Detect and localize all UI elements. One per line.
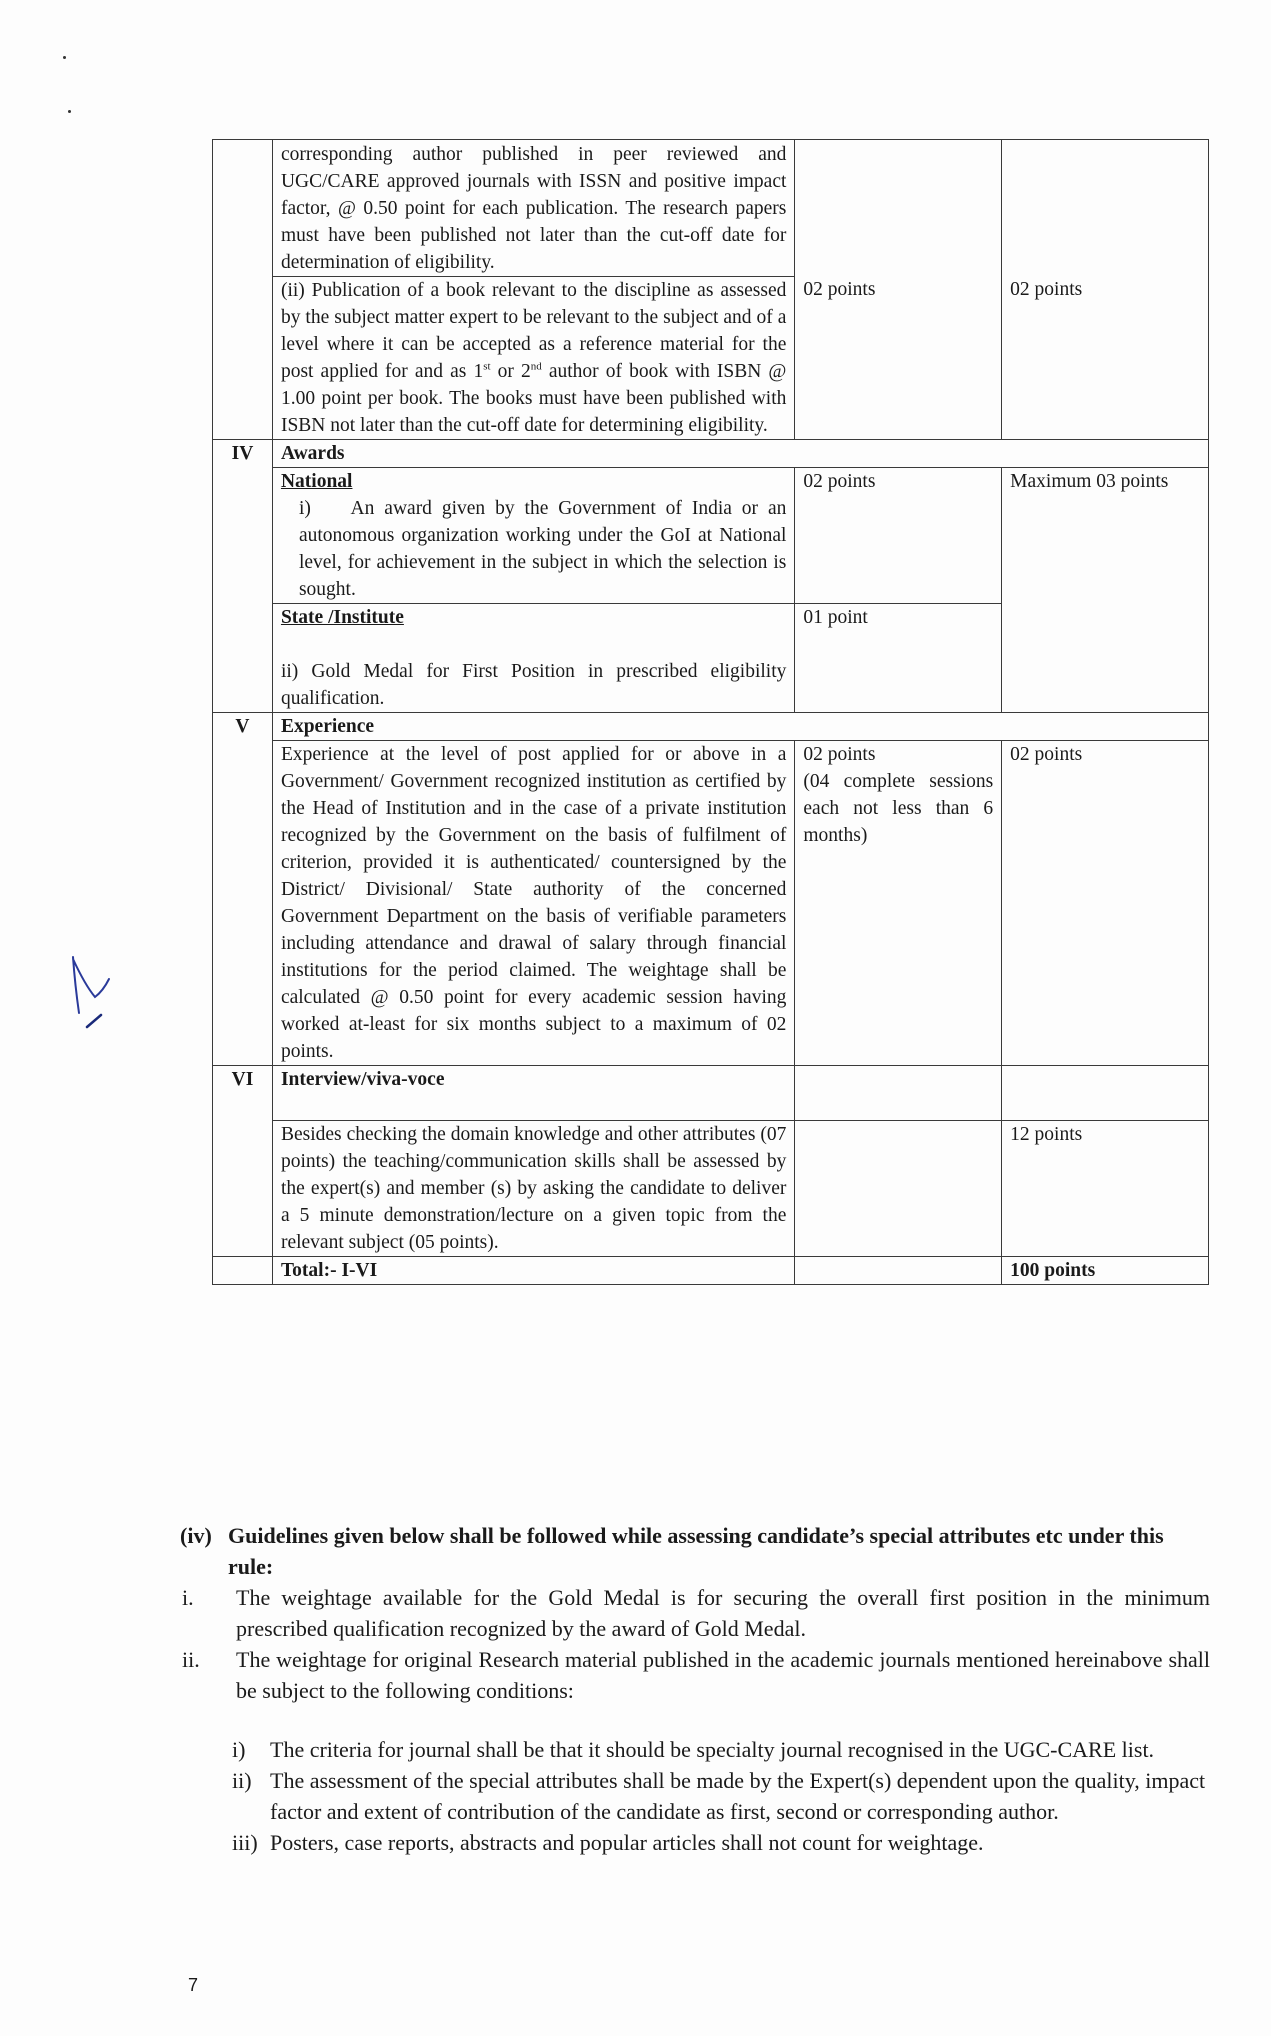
state-award-text: ii) Gold Medal for First Position in prescribed eligibility qualification. [280, 661, 787, 709]
state-institute-label: State /Institute [280, 607, 404, 628]
table-row-interview [213, 1121, 1209, 1257]
table-row-total [213, 1257, 1209, 1285]
section-heading-interview: Interview/viva-voce [272, 1066, 794, 1121]
total-label: Total:- I-VI [272, 1257, 794, 1285]
max-points-cell: 12 points [1002, 1121, 1209, 1257]
state-award-cell [272, 604, 794, 713]
sno-cell: V [213, 713, 273, 1066]
condition-number: ii) [232, 1768, 252, 1793]
sno-cell: IV [213, 440, 273, 713]
publication-research-papers-text: corresponding author published in peer reviewed and UGC/CARE approved journals with ISSN and positive impact factor, @ 0.50 point for each publication. The research papers must have been published not later than the cut-off date for determination of eligibility. [272, 140, 794, 277]
experience-points-note: (04 complete sessions each not less than 6 months) [803, 771, 994, 846]
interview-text: Besides checking the domain knowledge and other attributes (07 points) the teaching/communication skills shall be assessed by the expert(s) and member (s) by asking the candidate to deliver a 5 minute demonstration/lecture on a given topic from the relevant subject (05 points). [272, 1121, 794, 1257]
handwritten-initial-mark [65, 955, 125, 1035]
points-cell: 02 points [795, 140, 1002, 440]
max-points-cell: Maximum 03 points [1002, 468, 1209, 713]
condition-item [232, 1734, 1210, 1765]
guideline-item-number: ii. [182, 1647, 200, 1672]
points-cell [795, 1257, 1002, 1285]
section-heading-experience: Experience [272, 713, 1208, 741]
max-points-cell: 02 points [1002, 741, 1209, 1066]
experience-text: Experience at the level of post applied for or above in a Government/ Government recognized institution as certified by the Head of Institution and in the case of a private institution recognized by the Government on the basis of fulfilment of criterion, provided it is authenticated/ countersigned by the District/ Divisional/ State authority of the concerned Government Department on the basis of verifiable parameters including attendance and drawal of salary through financial institutions for the period claimed. The weightage shall be calculated @ 0.50 point for every academic session having worked at-least for six months subject to a maximum of 02 points. [272, 741, 794, 1066]
condition-text: Posters, case reports, abstracts and popular articles shall not count for weightage. [270, 1830, 984, 1855]
experience-points: 02 points [803, 744, 876, 765]
national-award-cell [272, 468, 794, 604]
points-cell: 01 point [795, 604, 1002, 713]
condition-item [232, 1765, 1210, 1827]
points-cell: 02 points [795, 468, 1002, 604]
condition-number: iii) [232, 1830, 258, 1855]
condition-number: i) [232, 1737, 246, 1762]
scan-speck [68, 110, 71, 113]
guideline-item-text: The weightage available for the Gold Medal is for securing the overall first position in the minimum prescribed qualification recognized by the award of Gold Medal. [236, 1585, 1210, 1641]
evaluation-criteria-table [212, 139, 1209, 1285]
points-cell [795, 1121, 1002, 1257]
points-cell [795, 741, 1002, 1066]
total-max-points: 100 points [1002, 1257, 1209, 1285]
condition-text: The assessment of the special attributes shall be made by the Expert(s) dependent upon the quality, impact factor and extent of contribution of the candidate as first, second or corresponding author. [270, 1768, 1206, 1824]
scan-speck [63, 56, 66, 59]
conditions-list [232, 1734, 1210, 1858]
sno-cell [213, 140, 273, 440]
table-row-awards-national [213, 468, 1209, 604]
section-heading-awards: Awards [272, 440, 1208, 468]
max-points-cell [1002, 1066, 1209, 1121]
table-row-experience-heading [213, 713, 1209, 741]
publication-book-text: (ii) Publication of a book relevant to the discipline as assessed by the subject matter expert to be relevant to the subject and of a level where it can be accepted as a reference material for the post applied for and as 1st or 2nd author of book with ISBN @ 1.00 point per book. The books must have been published with ISBN not later than the cut-off date for determining eligibility. [272, 277, 794, 440]
guidelines-number: (iv) [180, 1523, 212, 1548]
sno-cell [213, 1257, 273, 1285]
national-award-text: i) An award given by the Government of India or an autonomous organization working under the GoI at National level, for achievement in the subject in which the selection is sought. [298, 498, 787, 600]
guideline-item [180, 1582, 1210, 1644]
table-row-publications [213, 140, 1209, 277]
guideline-item [180, 1644, 1210, 1706]
guidelines-heading-text: Guidelines given below shall be followed while assessing candidate’s special attributes etc under this rule: [228, 1523, 1164, 1579]
condition-item [232, 1827, 1210, 1858]
guidelines-heading [180, 1520, 1210, 1582]
guidelines-section [180, 1520, 1210, 1858]
condition-text: The criteria for journal shall be that it should be specialty journal recognised in the UGC-CARE list. [270, 1737, 1155, 1762]
national-label: National [280, 471, 353, 492]
guideline-item-number: i. [182, 1585, 194, 1610]
page-number: 7 [188, 1975, 199, 1995]
table-row-interview-heading [213, 1066, 1209, 1121]
sno-cell: VI [213, 1066, 273, 1257]
guideline-item-text: The weightage for original Research material published in the academic journals mentioned hereinabove shall be subject to the following conditions: [236, 1647, 1210, 1703]
table-row-experience [213, 741, 1209, 1066]
table-row-awards-heading [213, 440, 1209, 468]
max-points-cell: 02 points [1002, 140, 1209, 440]
points-cell [795, 1066, 1002, 1121]
